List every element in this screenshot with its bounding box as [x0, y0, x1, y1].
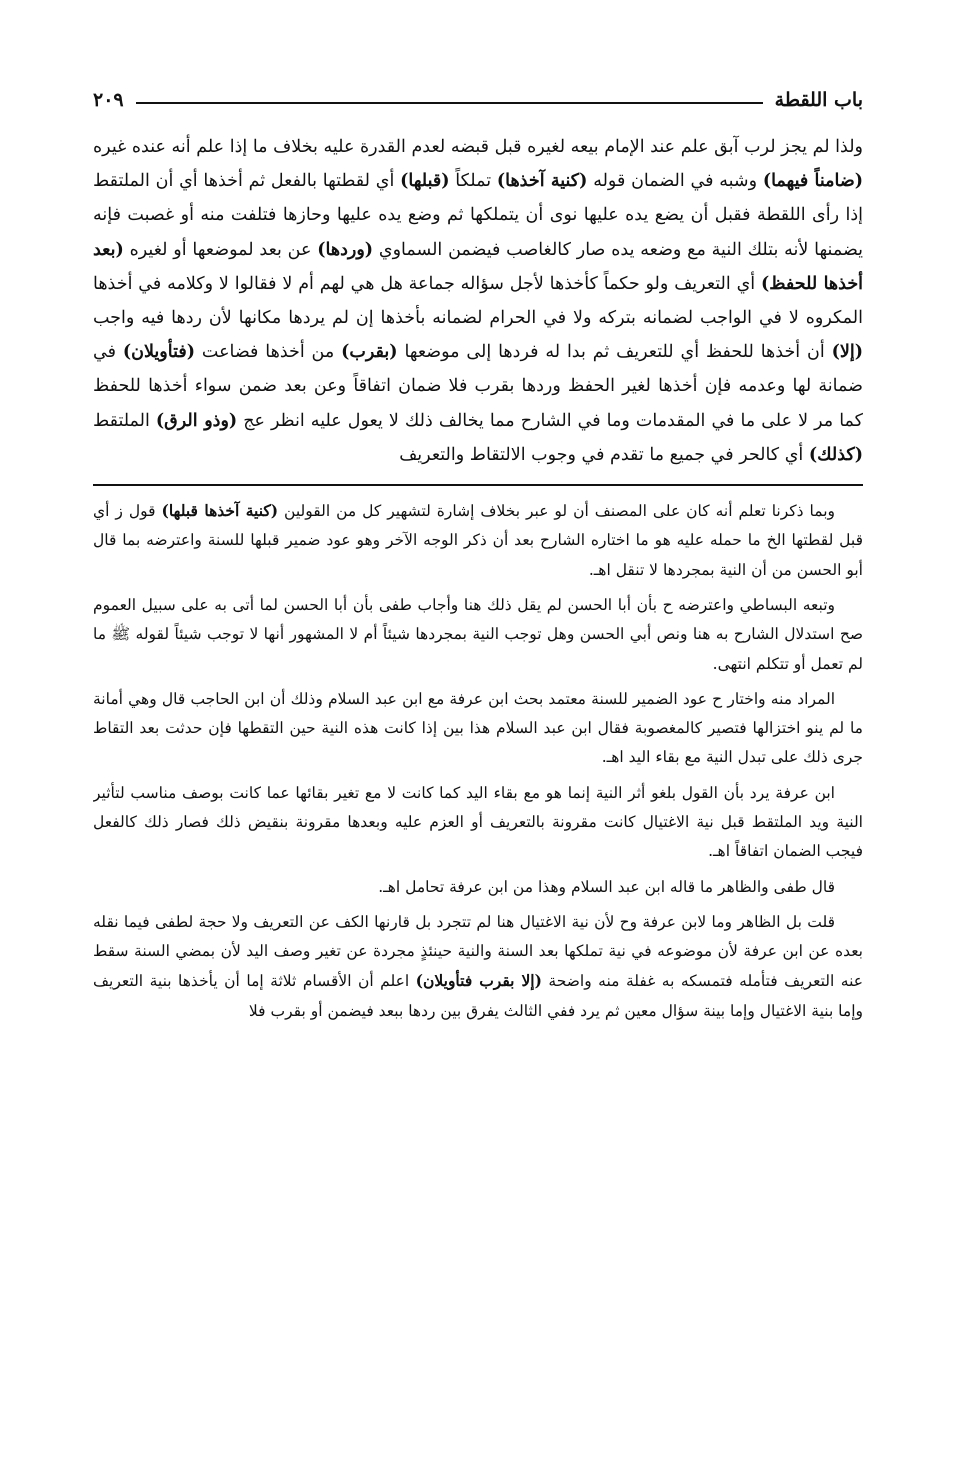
text-run: أي كالحر في جميع ما تقدم في وجوب الالتقاط والتعريف [399, 444, 809, 465]
note-paragraph [93, 685, 863, 773]
text-run: وبما ذكرنا تعلم أنه كان على المصنف أن لو عبر بخلاف إشارة لتشهير كل من القولين [278, 502, 836, 521]
text-run: الملتقط [93, 410, 156, 431]
text-run: وشبه في الضمان قوله [587, 171, 763, 192]
text-run: قال طفى والظاهر ما قاله ابن عبد السلام وهذا من ابن عرفة تحامل اهـ. [378, 877, 835, 896]
text-run: ولذا لم يجز لرب آبق علم عند الإمام بيعه لغيره قبل قبضه لعدم القدرة عليه بخلاف ما إذا علم أنه عنده غيره [93, 137, 863, 157]
text-run: في ضمانة لها وعدمه فإن أخذها لغير الحفظ وردها بقرب فلا ضمان اتفاقاً وعن بعد ضمن سواء أخذها للحفظ كما مر لا على ما في المقدمات وما في الشارح مما يخالف ذلك لا يعول عليه انظر عج [93, 342, 863, 431]
bold-term: (ضامناً فيهما) [762, 171, 863, 192]
bold-term: (بعد أخذها للحفظ) [93, 239, 863, 294]
text-run: ابن عرفة يرد بأن القول بلغو أثر النية إنما هو مع بقاء اليد كما كانت لا مع تغير بقائها عما كانت بوصف مناسب لتأثير النية ويد الملتقط قبل نية الاغتيال كانت مقرونة بالتعريف أو العزم عليه وبعدها مقرونة بنقيض ذلك فصار ذلك كالفعل فيجب الضمان اتفاقاً اهـ. [93, 783, 863, 861]
book-page [93, 66, 863, 1456]
text-run: قول ز أي قبل لقطتها الخ ما حمله عليه هو ما اختاره الشارح بعد أن ذكر الوجه الآخر وهو عود ضمير قبلها للسنة واعترضه بما قال أبو الحسن من أن النية بمجردها لا تنقل اهـ. [93, 502, 863, 579]
bold-term: (وردها) [317, 239, 374, 260]
bold-term: (إلا) [831, 342, 863, 363]
bold-term: (كنية آخذها) [496, 171, 588, 192]
bold-term: (بقرب) [341, 342, 398, 363]
bold-term: (قبلها) [400, 171, 450, 192]
note-paragraph [93, 908, 863, 1026]
bold-term: (فتأويلان) [122, 342, 195, 363]
bold-term: (وذو الرق) [155, 410, 238, 431]
text-run: من أخذها فضاعت [195, 342, 342, 363]
commentary-notes [93, 496, 863, 1026]
bold-term: (إلا بقرب فتأويلان) [415, 971, 542, 991]
main-text [93, 130, 863, 472]
note-paragraph [93, 873, 863, 902]
note-paragraph [93, 591, 863, 679]
note-paragraph [93, 496, 863, 585]
text-run: تملكاً [449, 171, 497, 192]
text-run: عن بعد لموضعها أو لغيره [123, 239, 318, 260]
chapter-title: باب اللقطة [763, 86, 863, 114]
text-run: المراد منه واختار ح عود الضمير للسنة معتمد بحث ابن عرفة مع ابن عبد السلام وذلك أن ابن الحاجب قال وهي أمانة ما لم ينو اختزالها فتصير كالمغصوبة فقال ابن عبد السلام هذا بين إذا كانت هذه النية حين التقطها فإن حدثت بعد التقاط جرى ذلك على تبدل النية مع بقاء اليد اهـ. [93, 689, 863, 767]
text-run: وتبعه البساطي واعترضه ح بأن أبا الحسن لم يقل ذلك هنا وأجاب طفى بأن أبا الحسن لما أتى به على سبيل العموم صح استدلال الشارح به هنا ونص أبي الحسن وهل توجب النية بمجردها شيئاً أم لا المشهور أنها لا توجب شيئاً لقوله ﷺ ما لم تعمل أو تتكلم انتهى. [93, 595, 863, 673]
page-number: ٢٠٩ [93, 86, 136, 114]
note-paragraph [93, 779, 863, 867]
running-header [93, 66, 863, 111]
text-run: اعلم أن الأقسام ثلاثة إما أن يأخذها بنية التعريف وإما بنية الاغتيال وإما بينة سؤال معين ثم يرد ففي الثالث يفرق بين ردها ببعد فيضمن أو بقرب فلا [93, 972, 863, 1020]
main-paragraph [93, 130, 863, 472]
bold-term: (كنية آخذها قبلها) [161, 501, 279, 521]
text-run: أي لقطتها بالفعل ثم أخذها أي أن الملتقط إذا رأى اللقطة فقبل أن يضع يده عليها نوى أن يتملكها ثم وضع يده عليها وحازها فتلفت منه أو غصبت فإنه يضمنها لأنه بتلك النية مع وضعه يده صار كالغاصب فيضمن السماوي [93, 171, 863, 260]
footnote-separator [93, 484, 863, 486]
text-run: قلت بل الظاهر وما لابن عرفة وح لأن نية الاغتيال هنا لم تتجرد بل قارنها الكف عن التعريف ولا حجة لطفى فيما نقله بعده عن ابن عرفة لأن موضوعه في نية تملكها بعد السنة والنية حينئذٍ مجردة عن تغير وصف اليد لأن بمضي السنة سقط عنه التعريف فتأمله فتمسكه به غفلة منه واضحة [93, 912, 863, 991]
text-run: أي التعريف ولو حكماً كأخذها لأجل سؤاله جماعة هل هي لهم أم لا فقالوا لا وكلامه في أخذها المكروه لا في الواجب لضمانه بتركه ولا في الحرام لضمانه بأخذها إن لم يردها مكانها لأن ردها فيه واجب [93, 273, 863, 329]
text-run: أن أخذها للحفظ أي للتعريف ثم بدا له فردها إلى موضعها [397, 342, 832, 363]
bold-term: (كذلك) [808, 444, 863, 465]
